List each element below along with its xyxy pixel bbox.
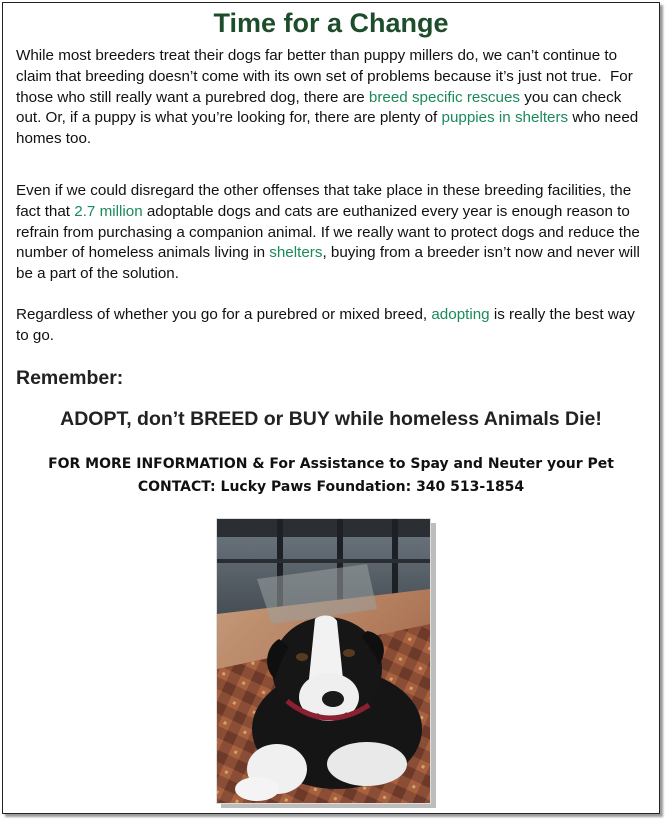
paragraph-euthanasia [16, 181, 648, 285]
page-title: Time for a Change [213, 8, 449, 38]
paragraph-adopting [16, 305, 648, 347]
dog-photo [216, 518, 431, 804]
link-breed-specific-rescues[interactable]: breed specific rescues [368, 88, 520, 106]
paragraph-text: , buying from a breeder isn’t now and never will be a part of the solution. [16, 244, 640, 283]
info-line-contact: CONTACT: Lucky Paws Foundation: 340 513-1854 [137, 479, 525, 495]
remember-heading: Remember: [16, 367, 124, 389]
link-2-7-million[interactable]: 2.7 million [74, 202, 143, 220]
paragraph-text: Even if we could disregard the other offenses that take place in these breeding facilities, the fact that [16, 182, 632, 220]
link-shelters[interactable]: shelters [269, 244, 323, 262]
paragraph-text: adoptable dogs and cats are euthanized every year is enough reason to refrain from purchasing a companion animal. If we really want to protect dogs and reduce the number of homeless animals living in [16, 202, 640, 262]
link-adopting[interactable]: adopting [431, 306, 490, 323]
paragraph-text: who need homes too. [16, 109, 639, 148]
paragraph-text: is really the best way to go. [16, 306, 635, 344]
paragraph-breeding-problems [16, 46, 648, 150]
paragraph-text: While most breeders treat their dogs far better than puppy millers do, we can’t continue to claim that breeding doesn’t come with its own set of problems because it’s just not true. For those who still really want a purebred dog, there are [16, 47, 633, 106]
paragraph-text: Regardless of whether you go for a purebred or mixed breed, [16, 306, 432, 323]
paragraph-text: you can check out. Or, if a puppy is what you’re looking for, there are plenty of [16, 88, 622, 127]
slogan-heading: ADOPT, don’t BREED or BUY while homeless Animals Die! [60, 408, 602, 430]
link-puppies-in-shelters[interactable]: puppies in shelters [441, 109, 569, 127]
dog-photo-illustration [217, 519, 430, 803]
info-line-assistance: FOR MORE INFORMATION & For Assistance to Spay and Neuter your Pet [48, 456, 614, 472]
